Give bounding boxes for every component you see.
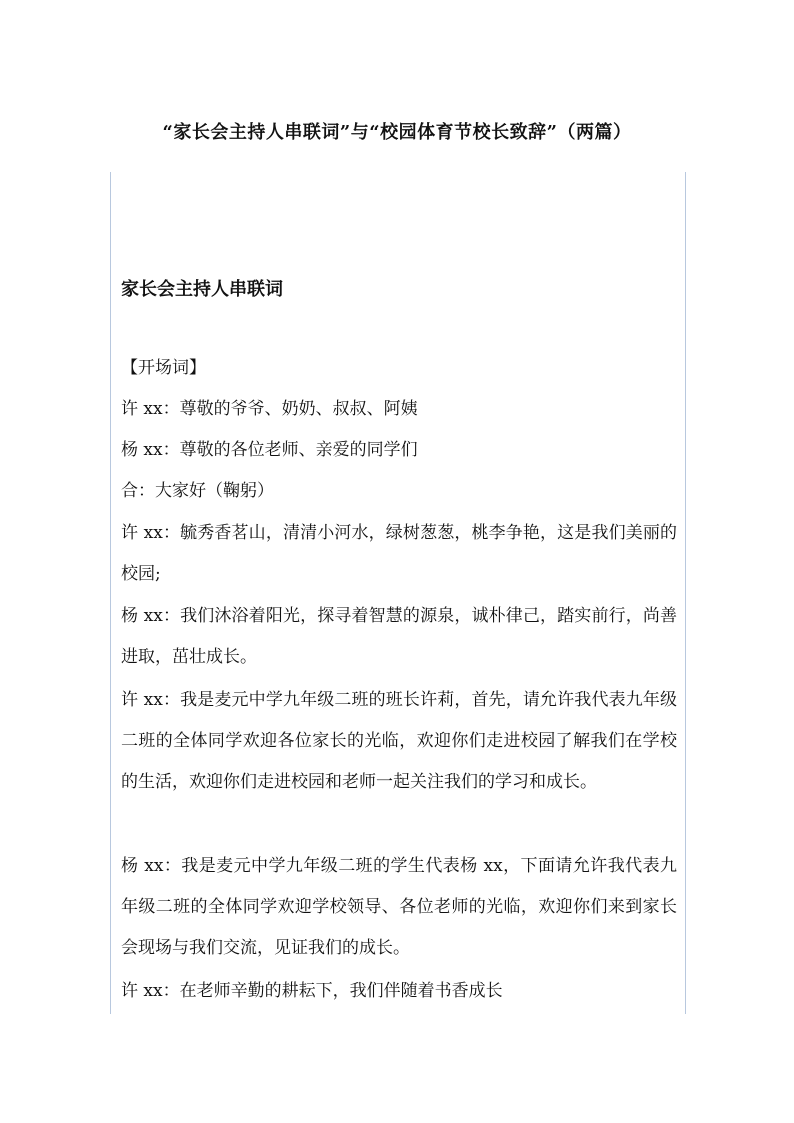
table-border-left: [110, 172, 111, 1014]
paragraph-6: 许 xx：我是麦元中学九年级二班的班长许莉，首先，请允许我代表九年级二班的全体同学欢迎各位家长的光临，欢迎你们走进校园了解我们在学校的生活，欢迎你们走进校园和老师一起关注我们的学习和成长。: [121, 690, 677, 792]
table-border-right: [685, 172, 686, 1014]
paragraph-opening: 【开场词】: [121, 358, 206, 378]
section-heading: 家长会主持人串联词: [121, 279, 283, 300]
paragraph-7: 杨 xx：我是麦元中学九年级二班的学生代表杨 xx，下面请允许我代表九年级二班的全体同学欢迎学校领导、各位老师的光临，欢迎你们来到家长会现场与我们交流，见证我们的成长。: [121, 856, 677, 958]
paragraph-3: 合：大家好（鞠躬）: [121, 481, 274, 501]
paragraph-5: 杨 xx：我们沐浴着阳光，探寻着智慧的源泉，诚朴律己，踏实前行，尚善进取，茁壮成长。: [121, 606, 677, 667]
paragraph-1: 许 xx：尊敬的爷爷、奶奶、叔叔、阿姨: [121, 399, 418, 419]
paragraph-2: 杨 xx：尊敬的各位老师、亲爱的同学们: [121, 440, 418, 460]
paragraph-4: 许 xx：毓秀香茗山，清清小河水，绿树葱葱，桃李争艳，这是我们美丽的校园;: [121, 523, 677, 584]
document-title: “家长会主持人串联词”与“校园体育节校长致辞”（两篇）: [162, 122, 632, 143]
paragraph-8: 许 xx：在老师辛勤的耕耘下，我们伴随着书香成长: [121, 981, 503, 1001]
